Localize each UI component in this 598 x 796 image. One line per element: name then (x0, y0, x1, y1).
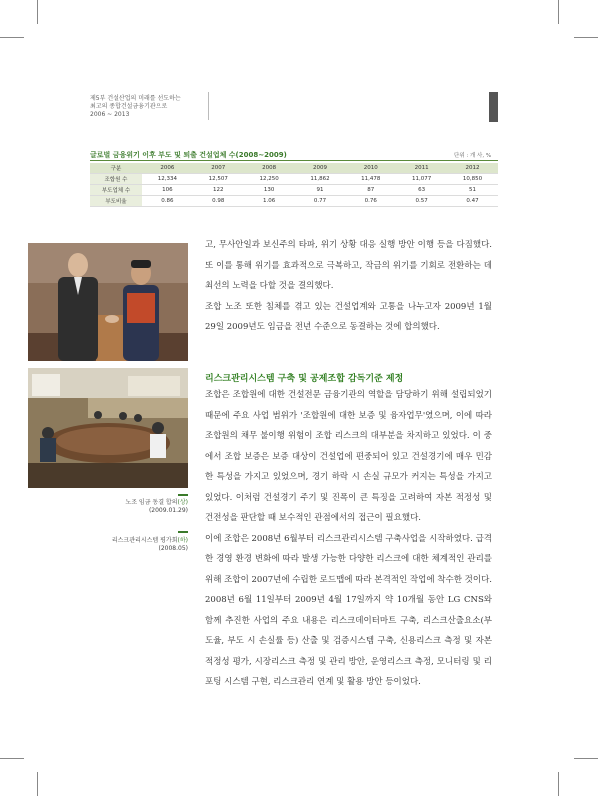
crop-mark (0, 37, 24, 38)
paragraph: 조합은 조합원에 대한 건설전문 금융기관의 역할을 담당하기 위해 설립되었기 때문에 주요 사업 범위가 '조합원에 대한 보증 및 융자업무'였으며, 이에 따라 조합원의 채무 불이행 위험이 조합 리스크의 대부분을 차지하고 있었다. 이 중에서 조합 보증은 보증 대상이 건설업에 편중되어 있고 건설경기에 매우 민감한 특성을 가지고 있었으며, 경기 하락 시 손실 규모가 커지는 특성을 가지고 있었다. 이처럼 건설경기 주기 및 진폭이 큰 특징을 고려하여 자본 적정성 및 건전성을 판단할 때 보수적인 관점에서의 접근이 필요했다. (205, 390, 492, 523)
table-cell: 12,334 (142, 174, 193, 185)
photo-caption-1 (28, 499, 188, 515)
crop-mark (0, 758, 24, 759)
table-cell: 12,507 (193, 174, 244, 185)
table-cell: 0.86 (142, 196, 193, 207)
table-cell: 11,077 (396, 174, 447, 185)
table-top-rule (90, 160, 498, 161)
table-cell: 87 (345, 185, 396, 196)
table-cell: 10,850 (447, 174, 498, 185)
table-header-cell: 2011 (396, 163, 447, 174)
table-cell: 122 (193, 185, 244, 196)
handshake-photo (28, 243, 188, 361)
table-row-header: 조합원 수 (90, 174, 142, 185)
stats-table (90, 163, 498, 207)
crop-mark (37, 0, 38, 24)
caption-accent-bar (178, 531, 188, 533)
body-text-upper (205, 235, 492, 338)
crop-mark (37, 772, 38, 796)
table-cell: 0.76 (345, 196, 396, 207)
header-divider (208, 92, 209, 120)
table-cell: 0.77 (295, 196, 346, 207)
table-header-cell: 2008 (244, 163, 295, 174)
table-header-cell: 2012 (447, 163, 498, 174)
table-cell: 12,250 (244, 174, 295, 185)
caption-position: (하) (177, 537, 188, 544)
table-cell: 91 (295, 185, 346, 196)
caption-date: (2009.01.29) (148, 507, 188, 514)
running-head-line: 2006 ~ 2013 (90, 111, 130, 118)
crop-mark (574, 758, 598, 759)
section-heading: 리스크관리시스템 구축 및 공제조합 감독기준 제정 (205, 374, 404, 384)
table-cell: 106 (142, 185, 193, 196)
table-cell: 0.47 (447, 196, 498, 207)
table-cell: 11,478 (345, 174, 396, 185)
caption-text: 리스크관리시스템 평가회 (111, 537, 178, 544)
table-header-cell: 2007 (193, 163, 244, 174)
photo-caption-2 (28, 537, 188, 553)
table-cell: 11,862 (295, 174, 346, 185)
table-row (90, 174, 498, 185)
table-cell: 1.06 (244, 196, 295, 207)
table-cell: 63 (396, 185, 447, 196)
table-cell: 0.98 (193, 196, 244, 207)
caption-text: 노조 임금 동결 합의 (125, 499, 178, 506)
running-head-line: 최고의 종합건설금융기관으로 (90, 103, 168, 110)
meeting-room-photo (28, 368, 188, 488)
table-header-cell: 2009 (295, 163, 346, 174)
caption-date: (2008.05) (158, 545, 188, 552)
paragraph: 조합 노조 또한 침체를 겪고 있는 건설업계와 고통을 나누고자 2009년 1월 29일 2009년도 임금을 전년 수준으로 동결하는 것에 합의했다. (205, 301, 492, 332)
caption-accent-bar (178, 494, 188, 496)
table-header-cell: 2010 (345, 163, 396, 174)
body-text-lower (205, 385, 492, 693)
table-cell: 0.57 (396, 196, 447, 207)
table-row-header: 부도비율 (90, 196, 142, 207)
table-cell: 51 (447, 185, 498, 196)
table-unit: 단위 : 개 사, % (454, 153, 492, 159)
table-cell: 130 (244, 185, 295, 196)
table-header-cell: 2006 (142, 163, 193, 174)
table-header-cell: 구분 (90, 163, 142, 174)
table-title: 글로벌 금융위기 이후 부도 및 퇴출 건설업체 수(2008~2009) (90, 151, 287, 159)
paragraph: 고, 무사안일과 보신주의 타파, 위기 상황 대응 실행 방안 이행 등을 다짐했다. 또 이를 통해 위기를 효과적으로 극복하고, 작금의 위기를 기회로 전환하는 데 최선의 노력을 다할 것을 결의했다. (205, 240, 492, 291)
table-row (90, 185, 498, 196)
table-row (90, 196, 498, 207)
table-row-header: 부도업체 수 (90, 185, 142, 196)
paragraph: 이에 조합은 2008년 6월부터 리스크관리시스템 구축사업을 시작하였다. 급격한 경영 환경 변화에 따라 발생 가능한 다양한 리스크에 대한 체계적인 관리를 위해 조합이 2007년에 수립한 로드맵에 따라 본격적인 작업에 착수한 것이다. 2008년 6월 11일부터 2009년 4월 17일까지 약 10개월 동안 LG CNS와 함께 추진한 사업의 주요 내용은 리스크데이터마트 구축, 리스크산출요소(부도율, 부도 시 손실률 등) 산출 및 검증시스템 구축, 신용리스크 측정 및 자본 적정성 평가, 시장리스크 측정 및 관리 방안, 운영리스크 측정, 모니터링 및 리포팅 시스템 구현, 리스크관리 연계 및 활용 방안 등이었다. (205, 533, 492, 687)
crop-mark (558, 0, 559, 24)
running-head-line: 제5부 건설산업의 미래를 선도하는 (90, 95, 181, 102)
table-header-row (90, 163, 498, 174)
running-head (90, 95, 181, 119)
crop-mark (558, 772, 559, 796)
chapter-tab (489, 92, 498, 122)
caption-position: (상) (177, 499, 188, 506)
crop-mark (574, 37, 598, 38)
